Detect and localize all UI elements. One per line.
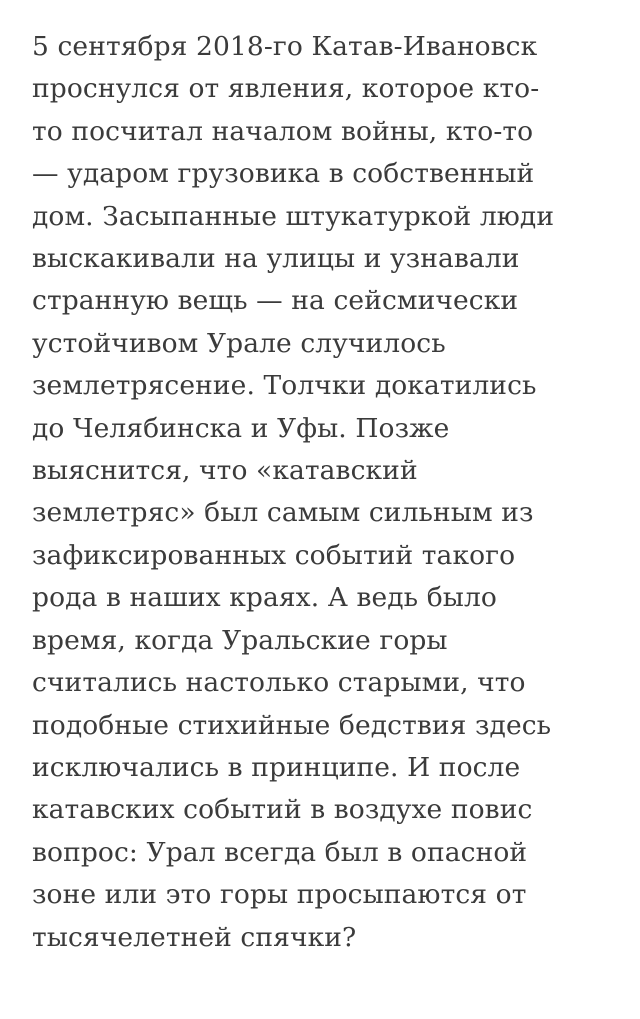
paragraph-line: вопрос: Урал всегда был в опасной (32, 836, 528, 868)
paragraph-line: исключались в принципе. И после (32, 751, 521, 783)
paragraph-line: тысячелетней спячки? (32, 921, 357, 953)
paragraph-line: проснулся от явления, которое кто- (32, 73, 540, 105)
article-paragraph (32, 26, 622, 959)
paragraph-line: землетрясение. Толчки докатились (32, 370, 537, 402)
paragraph-line: выскакивали на улицы и узнавали (32, 243, 520, 275)
paragraph-line: странную вещь — на сейсмически (32, 285, 519, 317)
paragraph-line: дом. Засыпанные штукатуркой люди (32, 200, 555, 232)
paragraph-line: считались настолько старыми, что (32, 667, 526, 699)
paragraph-line: устойчивом Урале случилось (32, 327, 446, 359)
paragraph-line: подобные стихийные бедствия здесь (32, 709, 552, 741)
paragraph-line: выяснится, что «катавский (32, 455, 418, 487)
paragraph-line: зафиксированных событий такого (32, 539, 516, 571)
paragraph-line: 5 сентября 2018-го Катав-Ивановск (32, 31, 538, 62)
paragraph-line: катавских событий в воздухе повис (32, 794, 533, 826)
paragraph-line: — ударом грузовика в собственный (32, 158, 535, 190)
paragraph-line: землетряс» был самым сильным из (32, 497, 534, 529)
paragraph-line: зоне или это горы просыпаются от (32, 879, 527, 911)
paragraph-line: то посчитал началом войны, кто-то (32, 115, 534, 147)
paragraph-line: до Челябинска и Уфы. Позже (32, 412, 450, 444)
paragraph-line: время, когда Уральские горы (32, 624, 448, 656)
paragraph-line: рода в наших краях. А ведь было (32, 582, 497, 614)
